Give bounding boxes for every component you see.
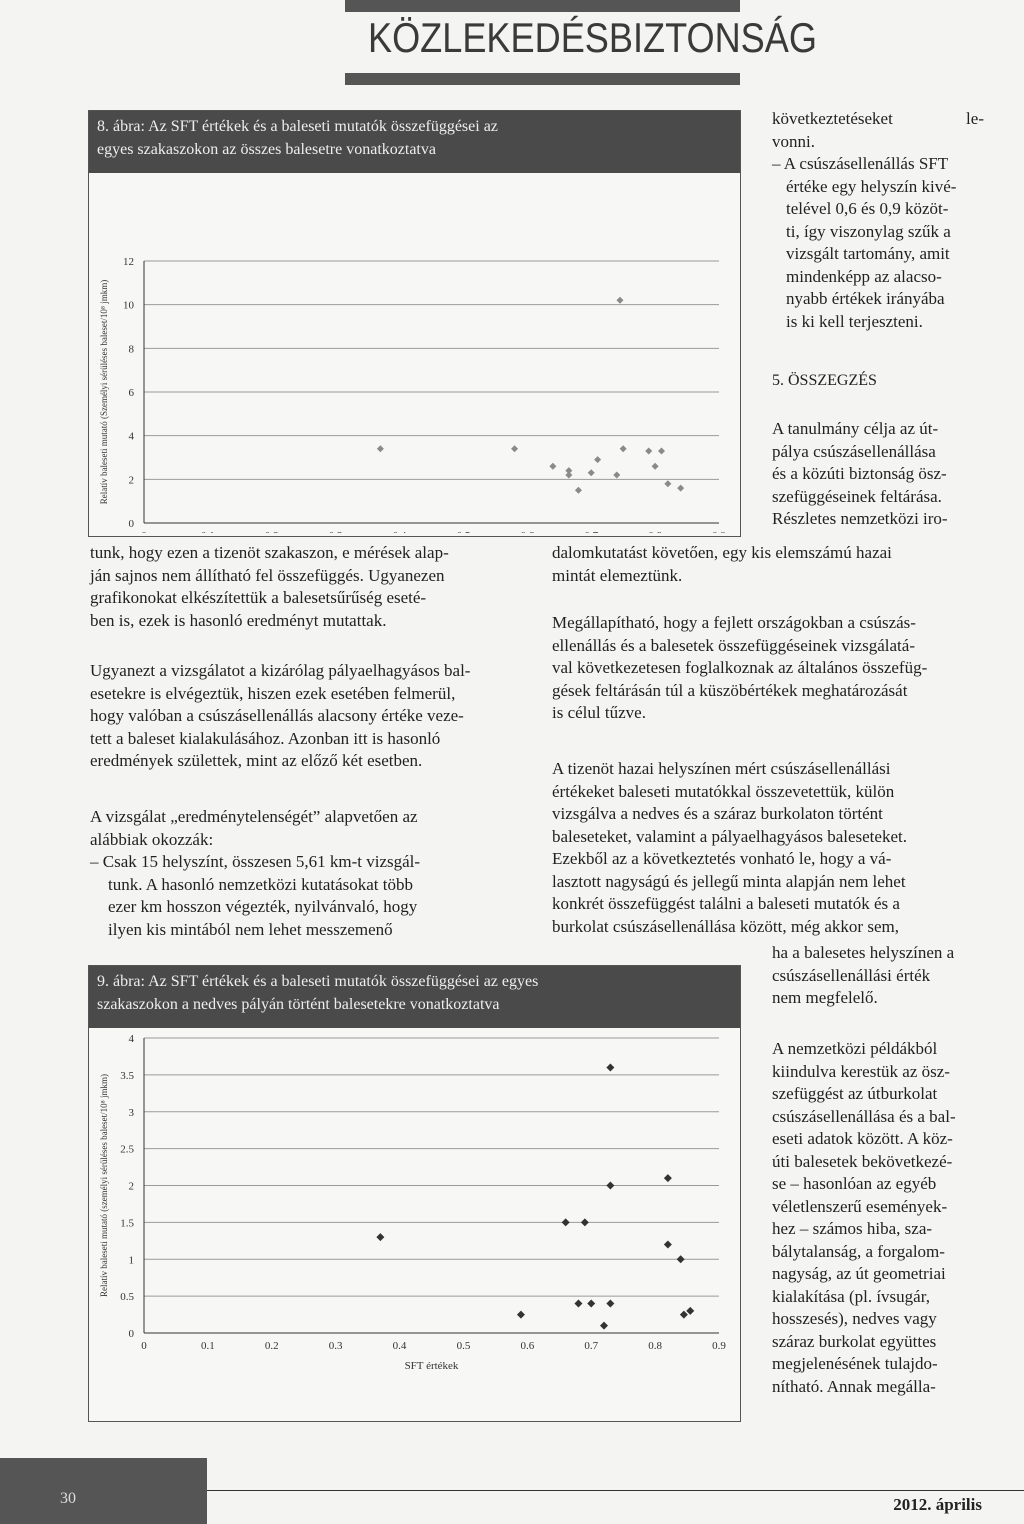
- text-line: megjelenésének tulajdo-: [772, 1354, 938, 1373]
- y-tick-label: 0: [128, 518, 134, 530]
- figure-8-chart: [89, 173, 738, 533]
- data-point: [600, 1322, 608, 1330]
- data-point: [645, 447, 652, 454]
- y-axis-label: Relatív baleseti mutató (személyi sérüléses baleset/10⁸ jmkm): [99, 1073, 109, 1298]
- x-tick-label: 0: [141, 1340, 147, 1352]
- text-line: értéke egy helyszín kivé-: [786, 176, 957, 196]
- text-line: mintát elemeztünk.: [552, 565, 683, 585]
- y-tick-label: 6: [128, 387, 134, 399]
- text-line: baleseteket, valamint a pályaelhagyásos baleseteket.: [552, 826, 907, 846]
- right-top-text: [772, 108, 984, 333]
- text-line: eredmények születtek, mint az előző két esetben.: [90, 751, 423, 770]
- header-bar-bottom: [345, 73, 740, 85]
- data-point: [606, 1300, 614, 1308]
- text-line: úti balesetek bekövetkezé-: [772, 1151, 953, 1171]
- text-line: telével 0,6 és 0,9 közöt-: [786, 199, 949, 218]
- footer-box: [0, 1458, 207, 1524]
- y-tick-label: 4: [128, 1033, 134, 1045]
- text-line: – A csúszásellenállás SFT: [772, 154, 949, 173]
- text-line: vizsgált tartomány, amit: [786, 244, 950, 263]
- summary-text: [772, 418, 984, 531]
- text-line: csúszásellenállási érték: [772, 965, 931, 985]
- figure-8: [88, 110, 741, 537]
- text-line: eseti adatok között. A köz-: [772, 1129, 953, 1148]
- x-tick-label: [457, 530, 471, 533]
- x-tick-label: [329, 530, 343, 533]
- page-number: 30: [60, 1490, 76, 1507]
- text-line: Megállapítható, hogy a fejlett országokban a csúszás-: [552, 613, 916, 632]
- text-line: dalomkutatást követően, egy kis elemszámú hazai: [552, 543, 892, 562]
- figure-9-caption-line: szakaszokon a nedves pályán történt balesetekre vonatkoztatva: [97, 996, 500, 1013]
- text-line: szefüggést az útburkolat: [772, 1084, 938, 1103]
- text-line: ján sajnos nem állítható fel összefüggés. Ugyanezen: [90, 565, 445, 585]
- text-line: száraz burkolat együttes: [772, 1331, 937, 1351]
- x-tick-label: 0.9: [712, 1340, 726, 1352]
- x-tick-label: 0.4: [392, 1340, 407, 1352]
- text-line: A nemzetközi példákból: [772, 1039, 938, 1058]
- data-point: [658, 447, 665, 454]
- data-point: [511, 445, 518, 452]
- data-point: [686, 1307, 694, 1315]
- x-tick-label: [265, 530, 279, 533]
- y-axis-label: Relatív baleseti mutató (Személyi sérüléses baleset/10⁸ jmkm): [99, 279, 109, 505]
- y-tick-label: 2: [128, 1180, 134, 1193]
- text-line: ben is, ezek is hasonló eredményt mutattak.: [90, 610, 387, 630]
- text-line: konkrét összefüggést találni a baleseti mutatók és a: [552, 894, 900, 913]
- data-point: [517, 1311, 525, 1319]
- data-point: [549, 463, 556, 470]
- text-line: hosszesés), nedves vagy: [772, 1309, 937, 1328]
- text-line: kiindulva kerestük az ösz-: [772, 1061, 950, 1081]
- figure-8-caption: [89, 111, 740, 173]
- data-point: [664, 480, 671, 487]
- text-line: szefüggéseinek feltárása.: [772, 486, 942, 506]
- left-paragraph-1: [90, 542, 525, 632]
- right-bottom-paragraph-2: [772, 1038, 984, 1398]
- text-line: ti, így viszonylag szűk a: [786, 221, 951, 241]
- text-line: ezer km hosszon végezték, nyilvánvaló, hogy: [108, 897, 418, 916]
- y-tick-label: 3.5: [120, 1069, 134, 1082]
- header-bar-top: [345, 0, 740, 12]
- x-tick-label: [648, 530, 662, 533]
- figure-9-caption: [89, 966, 740, 1028]
- x-tick-label: [520, 530, 534, 533]
- text-line: val következetesen foglalkoznak az általános összefüg-: [552, 658, 928, 677]
- x-tick-label: 0.1: [201, 1340, 215, 1352]
- data-point: [652, 463, 659, 470]
- text-line: is célul tűzve.: [552, 703, 646, 722]
- text-line: tunk, hogy ezen a tizenöt szakaszon, e mérések alap-: [90, 543, 449, 562]
- section-title: 5. ÖSSZEGZÉS: [772, 372, 877, 389]
- data-point: [594, 456, 601, 463]
- text-line: A vizsgálat „eredménytelenségét” alapvetően az: [90, 807, 418, 826]
- page-title: KÖZLEKEDÉSBIZTONSÁG: [368, 14, 817, 61]
- issue-date: 2012. április: [893, 1495, 982, 1514]
- y-tick-label: 10: [123, 299, 134, 312]
- text-line: lasztott nagyságú és jellegű minta alapján nem lehet: [552, 871, 906, 891]
- left-paragraph-3: [90, 806, 525, 941]
- figure-9-caption-line: 9. ábra: Az SFT értékek és a baleseti mutatók összefüggései az egyes: [97, 973, 539, 990]
- text-line: kialakítása (pl. ívsugár,: [772, 1286, 930, 1306]
- data-point: [587, 1300, 595, 1308]
- text-line: vonni.: [772, 131, 815, 151]
- text-line: gések feltárásán túl a küszöbértékek meghatározását: [552, 680, 908, 700]
- data-point: [575, 487, 582, 494]
- data-point: [606, 1182, 614, 1190]
- text-line: grafikonokat elkészítettük a balesetsűrűség eseté-: [90, 588, 427, 607]
- data-point: [613, 471, 620, 478]
- y-tick-label: 2.5: [120, 1143, 134, 1156]
- text-line: se – hasonlóan az egyéb: [772, 1174, 937, 1193]
- y-tick-label: 4: [128, 430, 134, 443]
- y-tick-label: 1: [128, 1254, 134, 1267]
- text-line: hogy valóban a csúszásellenállás alacsony értéke veze-: [90, 706, 464, 725]
- figure-8-caption-line: 8. ábra: Az SFT értékek és a baleseti mutatók összefüggései az: [97, 118, 498, 135]
- x-tick-label: [712, 530, 726, 533]
- x-tick-label: [201, 530, 215, 533]
- text-line: pálya csúszásellenállása: [772, 441, 936, 461]
- data-point: [664, 1174, 672, 1182]
- text-line: – Csak 15 helyszínt, összesen 5,61 km-t vizsgál-: [90, 852, 421, 871]
- x-tick-label: [393, 530, 407, 533]
- left-paragraph-2: [90, 660, 525, 773]
- data-point: [588, 469, 595, 476]
- text-line: tett a baleset kialakulásához. Azonban itt is hasonló: [90, 728, 441, 748]
- x-tick-label: [584, 530, 598, 533]
- text-line: Részletes nemzetközi iro-: [772, 509, 948, 528]
- x-axis-label: SFT értékek: [404, 1360, 459, 1372]
- data-point: [620, 445, 627, 452]
- text-line: esetekre is elvégeztük, hiszen ezek esetében felmerül,: [90, 683, 456, 703]
- text-line: értékeket baleseti mutatókkal összevetettük, külön: [552, 781, 895, 801]
- text-line: tunk. A hasonló nemzetközi kutatásokat több: [108, 874, 414, 894]
- right-paragraph-1: [552, 542, 986, 587]
- y-tick-label: 0: [128, 1328, 134, 1340]
- text-line: alábbiak okozzák:: [90, 829, 214, 849]
- x-tick-label: 0.5: [456, 1340, 471, 1352]
- text-line: nem megfelelő.: [772, 988, 878, 1007]
- y-tick-label: 1.5: [120, 1217, 134, 1230]
- text-line: és a közúti biztonság ösz-: [772, 464, 947, 483]
- y-tick-label: 3: [128, 1106, 134, 1119]
- data-point: [377, 445, 384, 452]
- text-line: véletlenszerű események-: [772, 1196, 948, 1216]
- y-tick-label: 12: [123, 256, 134, 268]
- y-tick-label: 0.5: [120, 1291, 134, 1304]
- right-bottom-paragraph-1: [772, 942, 984, 1010]
- y-tick-label: 8: [128, 343, 134, 356]
- text-line: nyabb értékek irányába: [786, 289, 945, 308]
- text-line: is ki kell terjeszteni.: [786, 311, 923, 331]
- right-paragraph-2: [552, 612, 986, 725]
- right-paragraph-3: [552, 758, 986, 938]
- text-line: ilyen kis mintából nem lehet messzemenő: [108, 919, 393, 939]
- x-tick-label: [141, 530, 147, 533]
- text-line: A tanulmány célja az út-: [772, 419, 939, 438]
- text-line: ha a balesetes helyszínen a: [772, 943, 955, 962]
- text-line: következtetéseket le-: [772, 109, 984, 128]
- data-point: [677, 1255, 685, 1263]
- data-point: [562, 1218, 570, 1226]
- x-tick-label: 0.6: [520, 1340, 535, 1352]
- data-point: [581, 1218, 589, 1226]
- text-line: mindenképp az alacso-: [786, 266, 942, 286]
- footer-rule: [207, 1490, 1024, 1491]
- figure-8-caption-line: egyes szakaszokon az összes balesetre vonatkoztatva: [97, 141, 436, 158]
- text-line: A tizenöt hazai helyszínen mért csúszásellenállási: [552, 759, 891, 778]
- data-point: [565, 467, 572, 474]
- text-line: Ugyanezt a vizsgálatot a kizárólag pályaelhagyásos bal-: [90, 661, 471, 680]
- text-line: csúszásellenállása és a bal-: [772, 1106, 956, 1126]
- data-point: [616, 297, 623, 304]
- data-point: [376, 1233, 384, 1241]
- data-point: [574, 1300, 582, 1308]
- data-point: [680, 1311, 688, 1319]
- y-tick-label: 2: [128, 474, 134, 487]
- data-point: [606, 1064, 614, 1072]
- text-line: vizsgálva a nedves és a száraz burkolaton történt: [552, 804, 883, 823]
- figure-9-chart: [89, 1028, 738, 1418]
- x-tick-label: 0.3: [328, 1340, 343, 1352]
- x-tick-label: 0.8: [648, 1340, 662, 1352]
- text-line: bálytalanság, a forgalom-: [772, 1241, 945, 1261]
- text-line: hez – számos hiba, sza-: [772, 1219, 933, 1238]
- text-line: ellenállás és a balesetek összefüggéseinek vizsgálatá-: [552, 635, 915, 655]
- text-line: nítható. Annak megálla-: [772, 1376, 936, 1396]
- x-tick-label: 0.7: [584, 1340, 599, 1352]
- text-line: burkolat csúszásellenállása között, még akkor sem,: [552, 916, 899, 936]
- x-tick-label: 0.2: [264, 1340, 279, 1352]
- figure-9: [88, 965, 741, 1422]
- text-line: nagyság, az út geometriai: [772, 1264, 946, 1283]
- data-point: [664, 1241, 672, 1249]
- text-line: Ezekből az a következtetés vonható le, hogy a vá-: [552, 849, 892, 868]
- data-point: [677, 485, 684, 492]
